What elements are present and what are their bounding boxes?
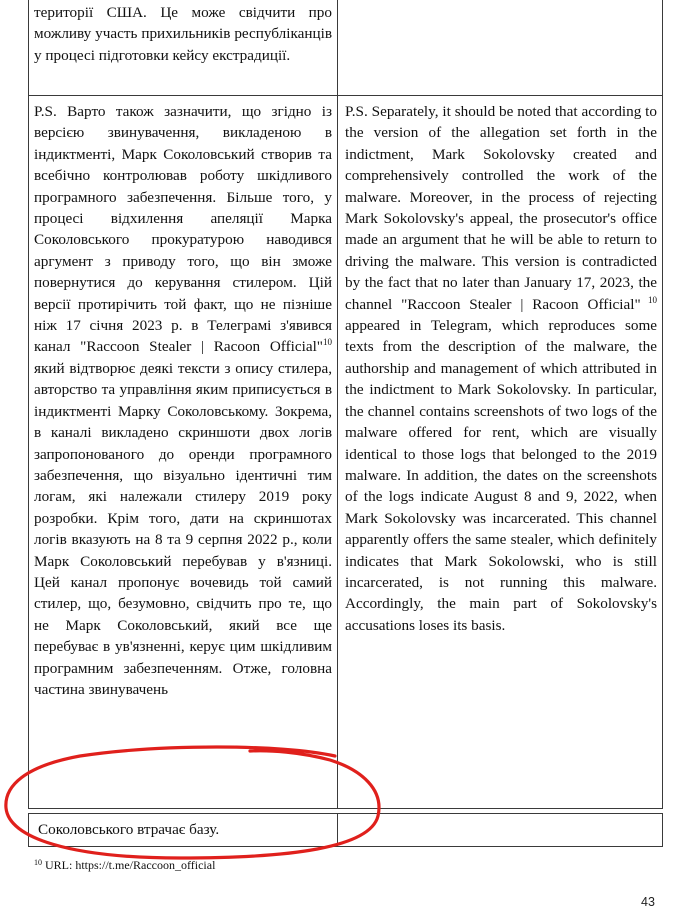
page-number: 43	[641, 895, 655, 909]
ukrainian-ps-text: P.S. Варто також зазначити, що згідно із версією звинувачення, викладеною в індиктменті, Марк Соколовський створив та всебічно контролював роботу шкідливого програмного забезпечення. Більше того, у процесі відхилення апеляції Марка Соколовського прокуратурою наводився аргумент з приводу того, що він зможе повернутися до керування стилером. Цій версії протирічить той факт, що не пізніше ніж 17 січня 2023 р. в Телеграмі з'явився канал "Raccoon Stealer | Racoon Official"	[34, 103, 332, 356]
footnote-number: 10	[34, 858, 42, 867]
footnote-reference: 10	[640, 294, 657, 305]
ukrainian-ps-text-continued: який відтворює деякі тексти з опису стилера, авторство та управління яким приписується в індиктменті Марку Соколовському. Зокрема, в каналі викладено скриншоти двох логів запропонованого до оренди програмного забезпечення, що візуально ідентичні тим логам, які належали стилеру 2019 року розробки. Крім того, дати на скриншотах логів вказують на 8 та 9 серпня 2022 р., коли Марк Соколовський перебував у в'язниці. Цей канал пропонує вочевидь той самий стилер, що, безумовно, свідчить про те, що не Марк Соколовський, який все ще перебуває в ув'язненні, керує цим шкідливим програмним забезпеченням. Отже, головна частина звинувачень	[34, 359, 332, 698]
ukrainian-continuation-text: Соколовського втрачає базу.	[38, 821, 220, 838]
footnote-reference: 10	[323, 337, 332, 348]
footnote-text: URL: https://t.me/Raccoon_official	[42, 858, 216, 872]
ukrainian-top-text: території США. Це може свідчити про можливу участь прихильників республіканців у процесі підготовки кейсу екстрадиції.	[34, 4, 332, 64]
red-ellipse-stroke	[6, 747, 379, 858]
english-ps-text-continued: appeared in Telegram, which reproduces some texts from the description of the malware, the authorship and management of which attributed in the indictment to Mark Sokolovsky. In particular, the channel contains screenshots of two logs of the malware offered for rent, which are visually identical to those logs that belonged to the 2019 malware. In addition, the dates on the screenshots of the logs indicate August 8 and 9, 2022, when Mark Sokolovsky was incarcerated. This channel apparently offers the same stealer, which definitely indicates that Mark Sokolowski, who is still incarcerated, is not running this malware. Accordingly, the main part of Sokolovsky's accusations loses its basis.	[345, 317, 657, 634]
english-ps-text: P.S. Separately, it should be noted that according to the version of the allegation set forth in the indictment, Mark Sokolovsky created and comprehensively controlled the work of the malware. Moreover, in the process of rejecting Mark Sokolovsky's appeal, the prosecutor's office made an argument that he will be able to return to driving the malware. This version is contradicted by the fact that no later than January 17, 2023, the channel "Raccoon Stealer | Racoon Official"	[345, 103, 657, 313]
